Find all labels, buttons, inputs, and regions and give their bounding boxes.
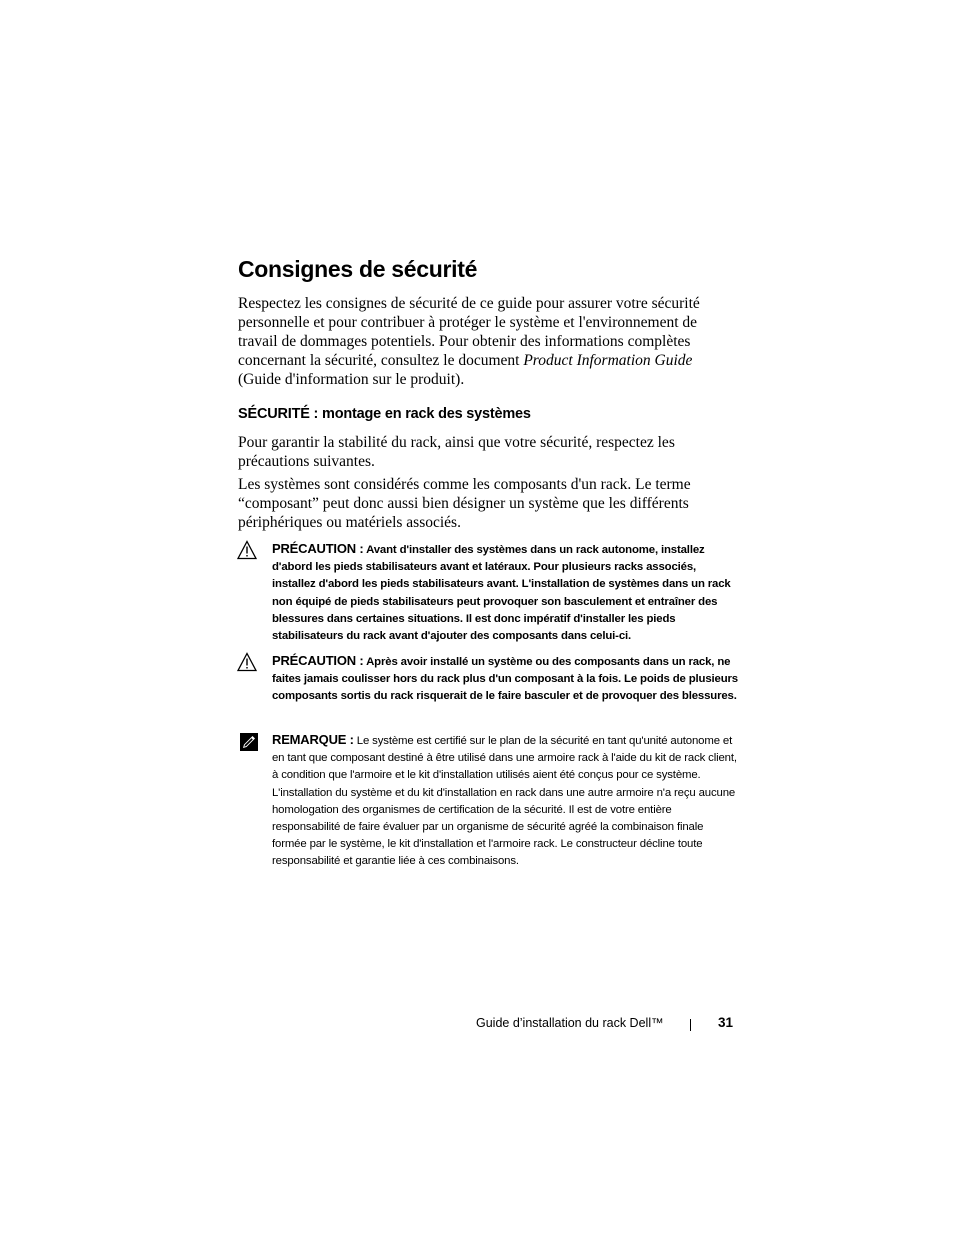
section-paragraph-2: Les systèmes sont considérés comme les composants d'un rack. Le terme “composant” peut donc aussi bien désigner un système que les différents périphériques ou matériels associés.: [238, 476, 691, 531]
footer-doc-title: Guide d’installation du rack Dell™: [476, 1016, 664, 1030]
caution-notice-2: [272, 652, 740, 706]
caution-label: PRÉCAUTION :: [272, 541, 364, 556]
intro-text: Respectez les consignes de sécurité de ce guide pour assurer votre sécurité personnelle et pour contribuer à protéger le système et l'environnement de travail de dommages potentiels. Pour obtenir des informations complètes concernant la sécurité, consultez le document: [238, 295, 700, 369]
page-number: 31: [718, 1015, 734, 1030]
section-heading: SÉCURITÉ : montage en rack des systèmes: [238, 406, 531, 422]
intro-paragraph: [238, 294, 738, 389]
pencil-note-icon: [239, 732, 259, 752]
document-title-italic: Product Information Guide: [523, 352, 693, 369]
caution-label: PRÉCAUTION :: [272, 653, 364, 668]
footer-divider: [690, 1019, 691, 1031]
note-label: REMARQUE :: [272, 732, 354, 747]
note-text: Le système est certifié sur le plan de la sécurité en tant qu'unité autonome et en tant que composant destiné à être utilisé dans une armoire rack à l'aide du kit de rack client, à condition que l'armoire et le kit d'installation utilisés aient été conçus pour ce système. L'installation du système et du kit d'installation en rack dans une autre armoire n'a reçu aucune homologation des organismes de certification de la sécurité. Il est de votre entière responsabilité de faire évaluer par un organisme de sécurité agréé la combinaison finale formée par le système, le kit d'installation et l'armoire rack. Le constructeur décline toute responsabilité et garantie liée à ces combinaisons.: [272, 735, 737, 868]
caution-text: Après avoir installé un système ou des composants dans un rack, ne faites jamais coulisser hors du rack plus d'un composant à la fois. Le poids de plusieurs composants sortis du rack risquerait de le faire basculer et de provoquer des blessures.: [272, 656, 738, 703]
page-title: Consignes de sécurité: [238, 256, 478, 282]
warning-triangle-icon: [237, 652, 257, 672]
caution-text: Avant d'installer des systèmes dans un rack autonome, installez d'abord les pieds stabilisateurs avant et latéraux. Pour plusieurs racks associés, installez d'abord les pieds stabilisateurs avant. L'installation de systèmes dans un rack non équipé de pieds stabilisateurs peut provoquer son basculement et entraîner des blessures dans certaines situations. Il est donc impératif d'installer les pieds stabilisateurs du rack avant d'ajouter des composants dans celui-ci.: [272, 544, 731, 643]
warning-triangle-icon: [237, 540, 257, 560]
intro-text-end: (Guide d'information sur le produit).: [238, 371, 465, 388]
note-notice: [272, 731, 740, 871]
section-paragraph-1: Pour garantir la stabilité du rack, ainsi que votre sécurité, respectez les précautions suivantes.: [238, 434, 675, 470]
caution-notice-1: [272, 540, 740, 645]
